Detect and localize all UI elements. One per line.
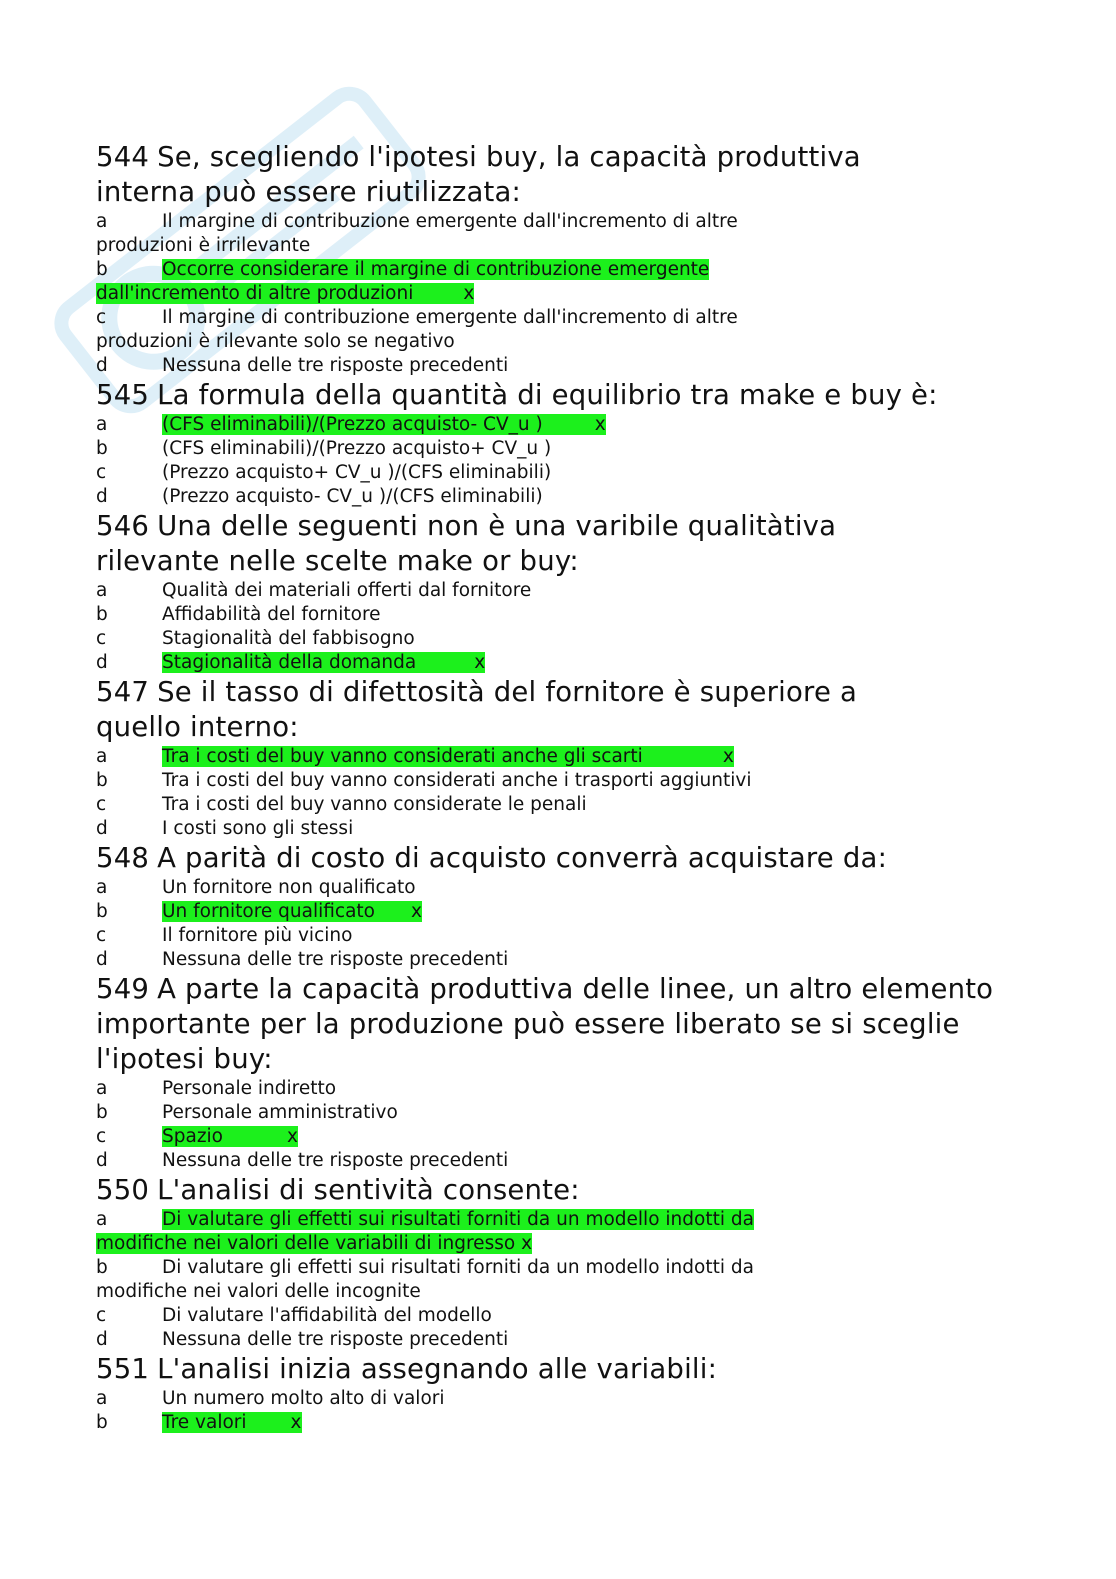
answer-text: Personale indiretto <box>162 1078 337 1099</box>
answer-text: (CFS eliminabili)/(Prezzo acquisto- CV_u ) <box>162 414 543 435</box>
answer-letter: b <box>96 259 108 280</box>
answer-letter: a <box>96 877 108 898</box>
answer-option <box>96 627 1056 651</box>
answer-letter: b <box>96 1102 108 1123</box>
answer-letter: c <box>96 794 107 815</box>
answer-text: Un numero molto alto di valori <box>162 1388 445 1409</box>
question-title <box>96 378 1056 413</box>
question <box>96 1352 1056 1435</box>
answer-option-correct <box>96 1411 1056 1435</box>
answer-text: Tra i costi del buy vanno considerati anche gli scarti <box>162 746 643 767</box>
question-number: 547 <box>96 676 150 708</box>
answer-letter: a <box>96 1078 108 1099</box>
answer-letter: a <box>96 211 108 232</box>
answer-letter: d <box>96 355 108 376</box>
correct-mark: x <box>247 1412 302 1433</box>
question-number: 548 <box>96 842 150 874</box>
question <box>96 1173 1056 1352</box>
answer-letter: a <box>96 746 108 767</box>
question <box>96 675 1056 841</box>
answer-text: Un fornitore non qualificato <box>162 877 416 898</box>
question-number: 549 <box>96 973 150 1005</box>
answer-option <box>96 437 1056 461</box>
answer-option <box>96 924 1056 948</box>
correct-mark: x <box>515 1233 532 1254</box>
correct-mark: x <box>413 283 474 304</box>
answer-option-correct <box>96 258 776 306</box>
answer-letter: a <box>96 1209 108 1230</box>
answer-text: Stagionalità della domanda <box>162 652 417 673</box>
question-title <box>96 1352 1056 1387</box>
answer-text: Occorre considerare il margine di contribuzione emergente dall'incremento di altre produzioni <box>96 259 710 304</box>
answer-option <box>96 793 1056 817</box>
answer-text: Di valutare gli effetti sui risultati forniti da un modello indotti da modifiche nei valori delle incognite <box>96 1257 754 1302</box>
question-text: Se il tasso di difettosità del fornitore è superiore a quello interno: <box>96 676 858 743</box>
answer-option-correct <box>96 900 1056 924</box>
answer-text: Qualità dei materiali offerti dal fornitore <box>162 580 532 601</box>
correct-mark: x <box>543 414 606 435</box>
question <box>96 972 1056 1173</box>
answer-option <box>96 603 1056 627</box>
answer-text: Un fornitore qualificato <box>162 901 375 922</box>
answer-text: (Prezzo acquisto- CV_u )/(CFS eliminabili) <box>162 486 543 507</box>
answer-option <box>96 210 816 258</box>
answer-text: Nessuna delle tre risposte precedenti <box>162 355 509 376</box>
answer-option <box>96 876 1056 900</box>
answer-text: Spazio <box>162 1126 223 1147</box>
question <box>96 841 1056 972</box>
answer-text: Di valutare l'affidabilità del modello <box>162 1305 492 1326</box>
question-number: 544 <box>96 141 150 173</box>
answer-option <box>96 769 1056 793</box>
answer-letter: b <box>96 901 108 922</box>
answer-option <box>96 579 1056 603</box>
answer-option <box>96 1304 1056 1328</box>
question-number: 550 <box>96 1174 150 1206</box>
answer-option <box>96 1256 826 1304</box>
answer-option-correct <box>96 745 1056 769</box>
answer-option <box>96 1387 1056 1411</box>
answer-letter: c <box>96 1126 107 1147</box>
question-number: 545 <box>96 379 150 411</box>
answer-letter: c <box>96 307 107 328</box>
question-title <box>96 972 996 1077</box>
answer-text: Il margine di contribuzione emergente dall'incremento di altre produzioni è rilevante solo se negativo <box>96 307 738 352</box>
answer-letter: d <box>96 486 108 507</box>
answer-option-correct <box>96 413 1056 437</box>
answer-text: I costi sono gli stessi <box>162 818 354 839</box>
question-text: La formula della quantità di equilibrio tra make e buy è: <box>157 379 938 411</box>
answer-option <box>96 948 1056 972</box>
question-text: Se, scegliendo l'ipotesi buy, la capacità produttiva interna può essere riutilizzata: <box>96 141 861 208</box>
answer-text: Tra i costi del buy vanno considerate le penali <box>162 794 587 815</box>
answer-letter: a <box>96 1388 108 1409</box>
question-text: A parte la capacità produttiva delle linee, un altro elemento importante per la produzione può essere liberato se si sceglie l'ipotesi buy: <box>96 973 994 1075</box>
question-title <box>96 140 916 210</box>
answer-letter: c <box>96 628 107 649</box>
answer-letter: b <box>96 770 108 791</box>
answer-letter: b <box>96 1257 108 1278</box>
answer-text: Affidabilità del fornitore <box>162 604 381 625</box>
question-text: A parità di costo di acquisto converrà acquistare da: <box>157 842 888 874</box>
answer-letter: a <box>96 414 108 435</box>
answer-letter: b <box>96 604 108 625</box>
answer-option <box>96 1328 1056 1352</box>
answer-option-correct <box>96 1208 826 1256</box>
answer-option <box>96 1101 1056 1125</box>
question-title <box>96 675 896 745</box>
answer-letter: d <box>96 1329 108 1350</box>
question-number: 546 <box>96 510 150 542</box>
answer-text: Di valutare gli effetti sui risultati forniti da un modello indotti da modifiche nei valori delle variabili di ingresso <box>96 1209 754 1254</box>
answer-text: Nessuna delle tre risposte precedenti <box>162 949 509 970</box>
answer-text: Nessuna delle tre risposte precedenti <box>162 1150 509 1171</box>
answer-letter: d <box>96 652 108 673</box>
answer-text: Il margine di contribuzione emergente dall'incremento di altre produzioni è irrilevante <box>96 211 738 256</box>
answer-option <box>96 306 816 354</box>
correct-mark: x <box>643 746 734 767</box>
answer-option <box>96 817 1056 841</box>
answer-text: (CFS eliminabili)/(Prezzo acquisto+ CV_u ) <box>162 438 552 459</box>
answer-letter: d <box>96 818 108 839</box>
question <box>96 509 1056 675</box>
answer-text: Stagionalità del fabbisogno <box>162 628 415 649</box>
answer-text: Tra i costi del buy vanno considerati anche i trasporti aggiuntivi <box>162 770 752 791</box>
question-title <box>96 509 896 579</box>
answer-option <box>96 354 1056 378</box>
correct-mark: x <box>375 901 422 922</box>
answer-text: Nessuna delle tre risposte precedenti <box>162 1329 509 1350</box>
question-text: Una delle seguenti non è una varibile qualitàtiva rilevante nelle scelte make or buy: <box>96 510 837 577</box>
answer-option <box>96 485 1056 509</box>
correct-mark: x <box>223 1126 298 1147</box>
answer-letter: d <box>96 1150 108 1171</box>
answer-option <box>96 461 1056 485</box>
question-title <box>96 841 1056 876</box>
answer-option <box>96 1149 1056 1173</box>
answer-letter: a <box>96 580 108 601</box>
answer-option-correct <box>96 1125 1056 1149</box>
answer-text: Personale amministrativo <box>162 1102 398 1123</box>
question-text: L'analisi di sentività consente: <box>157 1174 580 1206</box>
answer-letter: c <box>96 1305 107 1326</box>
answer-option-correct <box>96 651 1056 675</box>
answer-option <box>96 1077 1056 1101</box>
answer-letter: c <box>96 925 107 946</box>
document-page <box>96 140 1056 1435</box>
answer-letter: b <box>96 438 108 459</box>
answer-letter: b <box>96 1412 108 1433</box>
question <box>96 140 1056 378</box>
question <box>96 378 1056 509</box>
answer-letter: c <box>96 462 107 483</box>
question-number: 551 <box>96 1353 150 1385</box>
question-title <box>96 1173 1056 1208</box>
answer-letter: d <box>96 949 108 970</box>
correct-mark: x <box>416 652 485 673</box>
answer-text: Il fornitore più vicino <box>162 925 353 946</box>
answer-text: Tre valori <box>162 1412 247 1433</box>
answer-text: (Prezzo acquisto+ CV_u )/(CFS eliminabili) <box>162 462 552 483</box>
question-text: L'analisi inizia assegnando alle variabili: <box>157 1353 718 1385</box>
